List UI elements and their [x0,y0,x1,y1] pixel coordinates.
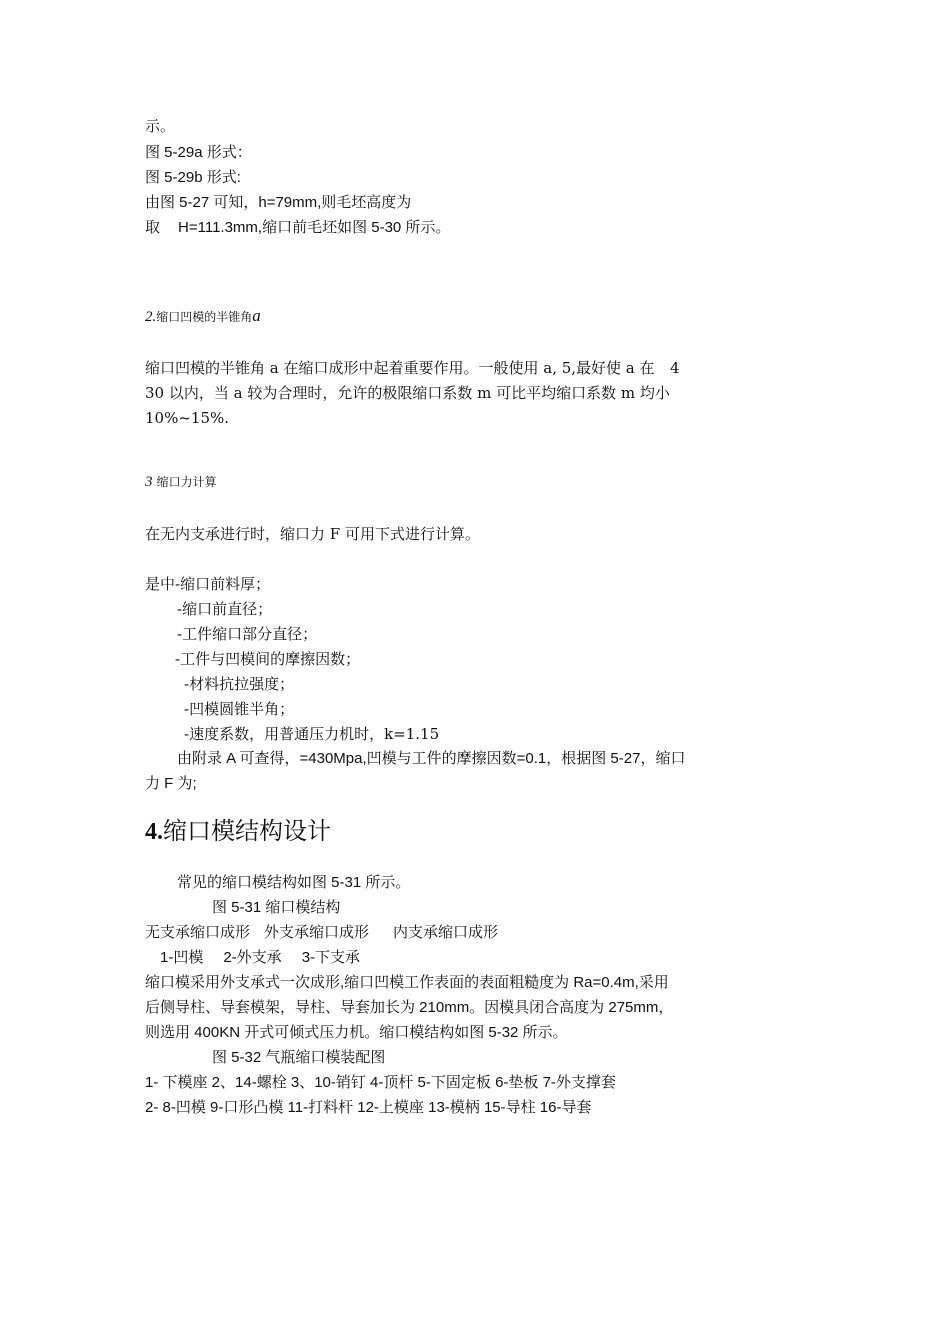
overlap-digit: 4 [670,359,680,377]
section-heading [145,306,261,327]
paragraph-line [145,358,655,378]
paragraph-line: 10%~15%. [145,409,230,427]
alpha-symbol: a [252,306,261,325]
definition-item: -工件与凹模间的摩擦因数； [175,650,361,668]
text-line: 图 5-29a 形式： [145,144,252,161]
figure-label: 外支承缩口成形 [264,924,370,941]
definition-item: -材料抗拉强度； [184,675,295,693]
text-line: 由图 5-27 可知，h=79mm,则毛坯高度为 [145,194,412,211]
definition-item: -凹模圆锥半角； [184,700,295,718]
figure-label: 内支承缩口成形 [393,924,499,941]
text-line: 由附录 A 可查得，=430Mpa,凹模与工件的摩擦因数=0.1，根据图 5-27，缩口 [177,750,686,767]
text-line: 是中-缩口前料厚； [145,575,271,593]
definition-item: -工件缩口部分直径； [177,625,318,643]
part-label: 2-外支承 [223,949,282,966]
paragraph-line: 后侧导柱、导套模架，导柱、导套加长为 210mm。因模具闭合高度为 275mm， [145,999,674,1016]
section-heading [145,472,217,492]
text-line [145,218,450,238]
parts-list-line: 1- 下模座 2、14-螺栓 3、10-销钉 4-顶杆 5-下固定板 6-垫板 7-外支撑套 [145,1074,616,1091]
heading-text: 缩口凹模的半锥角 [156,310,253,324]
section-heading [145,815,331,848]
figure-parts [160,948,360,968]
text-fragment: H=111.3mm,缩口前毛坯如图 5-30 所示。 [178,219,451,236]
text-line: 在无内支承进行时，缩口力 F 可用下式进行计算。 [145,525,480,543]
heading-number: 3 [145,474,153,490]
text-fragment: 缩口凹模的半锥角 a 在缩口成形中起着重要作用。一般使用 a, 5,最好使 a 在 [145,359,655,377]
figure-label: 无支承缩口成形 [145,924,251,941]
heading-number: 4. [145,819,163,845]
heading-text: 缩口模结构设计 [163,817,331,845]
heading-text: 缩口力计算 [156,475,217,489]
figure-caption: 图 5-32 气瓶缩口模装配图 [212,1049,386,1066]
part-label: 3-下支承 [301,949,361,966]
heading-number: 2. [145,309,157,325]
part-label: 1-凹模 [160,949,204,966]
parts-list-line: 2- 8-凹模 9-口形凸模 11-打料杆 12-上模座 13-模柄 15-导柱 16-导套 [145,1099,592,1116]
paragraph-line: 则选用 400KN 开式可倾式压力机。缩口模结构如图 5-32 所示。 [145,1024,568,1041]
text-line: 示。 [145,118,176,135]
figure-caption: 图 5-31 缩口模结构 [212,899,341,916]
paragraph-line: 缩口模采用外支承式一次成形,缩口凹模工作表面的表面粗糙度为 Ra=0.4m,采用 [145,974,669,991]
figure-labels [145,923,498,943]
definition-item: -速度系数，用普通压力机时，k=1.15 [184,725,440,743]
paragraph-line: 30 以内，当 a 较为合理时，允许的极限缩口系数 m 可比平均缩口系数 m 均小 [145,384,670,402]
text-line: 力 F 为; [145,775,197,792]
text-line: 常见的缩口模结构如图 5-31 所示。 [177,874,411,891]
definition-item: -缩口前直径； [177,600,273,618]
text-fragment: 取 [145,219,161,236]
text-line: 图 5-29b 形式: [145,169,241,186]
